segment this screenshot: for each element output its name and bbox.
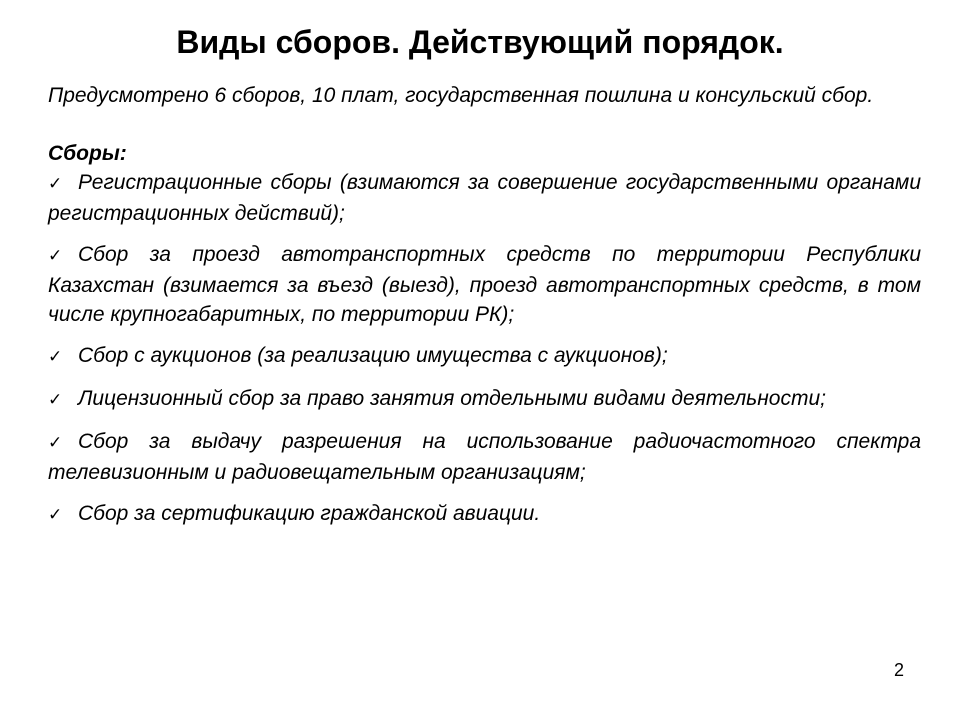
- fees-list: [48, 168, 921, 530]
- checkmark-icon: ✓: [48, 246, 63, 266]
- slide-content: [48, 81, 921, 542]
- checkmark-icon: ✓: [48, 347, 63, 367]
- list-item: [48, 168, 921, 228]
- list-item: [48, 341, 921, 372]
- list-item-text: Сбор за выдачу разрешения на использование радиочастотного спектра телевизионным и радиовещательным организациям;: [48, 430, 921, 484]
- checkmark-icon: ✓: [48, 390, 63, 410]
- list-item: [48, 499, 921, 530]
- list-item-text: Сбор за сертификацию гражданской авиации.: [78, 502, 541, 525]
- slide-title: Виды сборов. Действующий порядок.: [176, 24, 784, 60]
- checkmark-icon: ✓: [48, 433, 63, 453]
- list-item: [48, 384, 921, 415]
- list-item-text: Лицензионный сбор за право занятия отдельными видами деятельности;: [78, 387, 826, 410]
- list-item: [48, 427, 921, 487]
- intro-paragraph: Предусмотрено 6 сборов, 10 плат, государственная пошлина и консульский сбор.: [48, 84, 874, 107]
- page-number: 2: [893, 660, 904, 680]
- list-item-text: Сбор с аукционов (за реализацию имущества с аукционов);: [78, 344, 668, 367]
- list-item-text: Регистрационные сборы (взимаются за совершение государственными органами регистрационных действий);: [48, 171, 921, 225]
- section-heading: Сборы:: [48, 142, 127, 165]
- checkmark-icon: ✓: [48, 505, 63, 525]
- checkmark-icon: ✓: [48, 174, 63, 194]
- list-item-text: Сбор за проезд автотранспортных средств по территории Республики Казахстан (взимается за въезд (выезд), проезд автотранспортных средств, в том числе крупногабаритных, по территории РК);: [48, 243, 921, 326]
- list-item: [48, 240, 921, 329]
